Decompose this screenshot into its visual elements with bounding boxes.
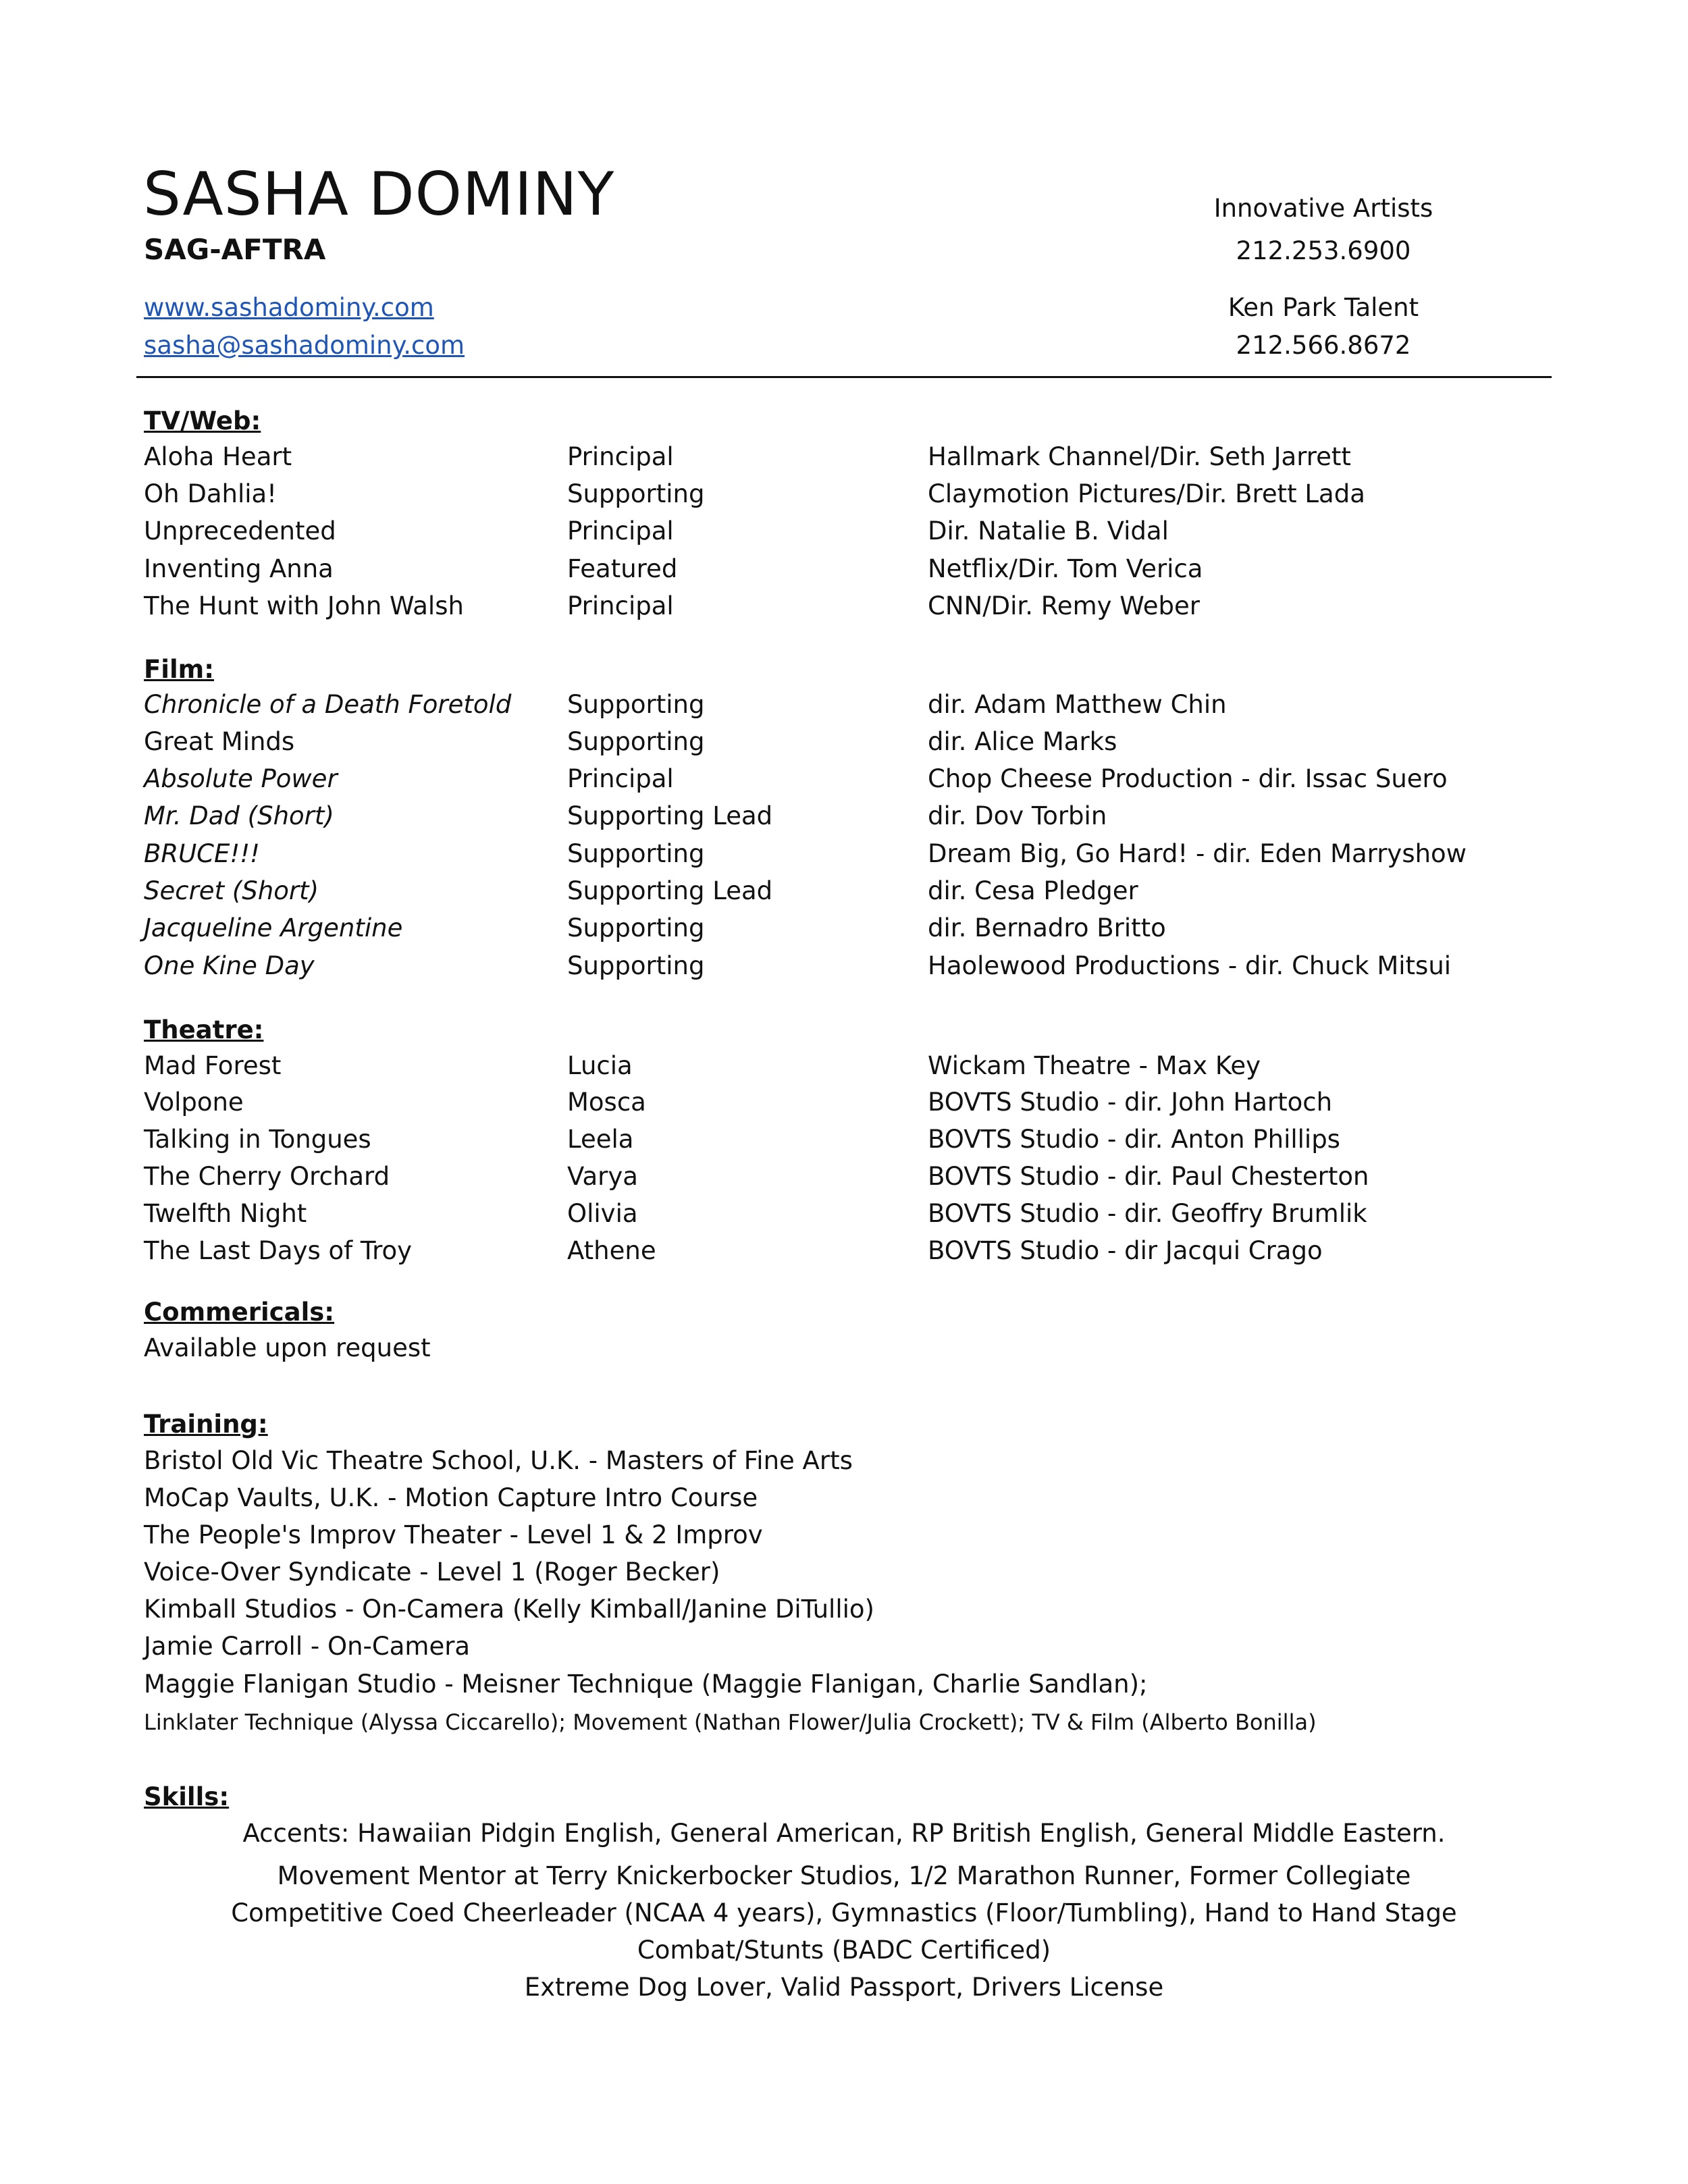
credit-role: Olivia	[567, 1199, 638, 1228]
agent-2-phone: 212.566.8672	[1236, 331, 1411, 360]
credit-company: BOVTS Studio - dir. John Hartoch	[928, 1088, 1333, 1117]
credit-company: dir. Bernadro Britto	[928, 913, 1166, 942]
credit-title: Oh Dahlia!	[144, 479, 278, 508]
credit-title: The Last Days of Troy	[144, 1236, 413, 1265]
table-row	[0, 953, 1688, 987]
training-line: Maggie Flanigan Studio - Meisner Technique (Maggie Flanigan, Charlie Sandlan);	[144, 1670, 1148, 1699]
credit-role: Mosca	[567, 1088, 646, 1117]
credit-role: Supporting	[567, 727, 705, 756]
table-row	[0, 556, 1688, 590]
section-heading-commercials: Commericals:	[144, 1298, 335, 1327]
table-row	[0, 803, 1688, 837]
training-line: Kimball Studios - On-Camera (Kelly Kimball/Janine DiTullio)	[144, 1595, 874, 1624]
credit-title: Mad Forest	[144, 1051, 282, 1080]
credit-title: Absolute Power	[144, 764, 338, 793]
section-heading-tv-web: TV/Web:	[144, 406, 261, 435]
table-row	[0, 1053, 1688, 1087]
table-row	[0, 915, 1688, 949]
credit-company: Netflix/Dir. Tom Verica	[928, 554, 1203, 583]
credit-company: dir. Adam Matthew Chin	[928, 690, 1227, 719]
credit-title: One Kine Day	[144, 951, 315, 980]
credit-title: Great Minds	[144, 727, 295, 756]
credit-role: Supporting Lead	[567, 876, 773, 905]
credit-role: Athene	[567, 1236, 656, 1265]
credit-company: Haolewood Productions - dir. Chuck Mitsui	[928, 951, 1452, 980]
credit-company: BOVTS Studio - dir. Paul Chesterton	[928, 1162, 1369, 1191]
skills-line: Combat/Stunts (BADC Certificed)	[637, 1936, 1051, 1965]
table-row	[0, 1238, 1688, 1272]
credit-role: Supporting	[567, 839, 705, 868]
credit-title: Secret (Short)	[144, 876, 319, 905]
skills-line: Competitive Coed Cheerleader (NCAA 4 years), Gymnastics (Floor/Tumbling), Hand to Hand Stage	[231, 1898, 1457, 1927]
credit-company: BOVTS Studio - dir. Geoffry Brumlik	[928, 1199, 1367, 1228]
section-heading-film: Film:	[144, 655, 214, 684]
agent-1-phone: 212.253.6900	[1236, 236, 1411, 265]
credit-company: BOVTS Studio - dir. Anton Phillips	[928, 1125, 1340, 1154]
table-row	[0, 841, 1688, 875]
skills-line: Movement Mentor at Terry Knickerbocker Studios, 1/2 Marathon Runner, Former Collegiate	[277, 1861, 1411, 1890]
credit-title: Aloha Heart	[144, 442, 292, 471]
actor-name: SASHA DOMINY	[143, 159, 615, 229]
table-row	[0, 766, 1688, 800]
skills-line: Extreme Dog Lover, Valid Passport, Drivers License	[524, 1973, 1164, 2002]
credit-role: Principal	[567, 516, 674, 545]
training-line: The People's Improv Theater - Level 1 & 2 Improv	[144, 1520, 763, 1549]
credit-role: Supporting	[567, 913, 705, 942]
credit-role: Leela	[567, 1125, 634, 1154]
table-row	[0, 692, 1688, 726]
table-row	[0, 1127, 1688, 1161]
credit-company: dir. Alice Marks	[928, 727, 1117, 756]
section-heading-skills: Skills:	[144, 1782, 230, 1811]
table-row	[0, 1201, 1688, 1235]
table-row	[0, 878, 1688, 912]
table-row	[0, 518, 1688, 552]
credit-title: Unprecedented	[144, 516, 336, 545]
credit-company: dir. Dov Torbin	[928, 801, 1107, 830]
credit-title: Mr. Dad (Short)	[144, 801, 334, 830]
credit-company: CNN/Dir. Remy Weber	[928, 591, 1200, 620]
credit-company: Dream Big, Go Hard! - dir. Eden Marryshow	[928, 839, 1467, 868]
table-row	[0, 481, 1688, 515]
skills-line: Accents: Hawaiian Pidgin English, General American, RP British English, General Middle Eastern.	[242, 1819, 1446, 1848]
table-row	[0, 1090, 1688, 1123]
section-heading-theatre: Theatre:	[144, 1015, 264, 1044]
table-row	[0, 593, 1688, 627]
training-line: MoCap Vaults, U.K. - Motion Capture Intro Course	[144, 1483, 758, 1512]
credit-company: Wickam Theatre - Max Key	[928, 1051, 1261, 1080]
credit-company: Dir. Natalie B. Vidal	[928, 516, 1169, 545]
credit-role: Featured	[567, 554, 678, 583]
credit-role: Supporting	[567, 690, 705, 719]
credit-title: Twelfth Night	[144, 1199, 307, 1228]
credit-title: Talking in Tongues	[144, 1125, 371, 1154]
credit-title: The Cherry Orchard	[144, 1162, 390, 1191]
credit-title: Jacqueline Argentine	[144, 913, 403, 942]
union-affiliation: SAG-AFTRA	[144, 233, 326, 266]
credit-company: BOVTS Studio - dir Jacqui Crago	[928, 1236, 1323, 1265]
training-line-small: Linklater Technique (Alyssa Ciccarello); Movement (Nathan Flower/Julia Crockett); TV & Film (Alberto Bonilla)	[144, 1709, 1317, 1735]
credit-company: dir. Cesa Pledger	[928, 876, 1138, 905]
credit-title: BRUCE!!!	[144, 839, 260, 868]
agent-1-name: Innovative Artists	[1213, 194, 1433, 223]
section-heading-training: Training:	[144, 1410, 268, 1439]
credit-role: Supporting Lead	[567, 801, 773, 830]
credit-title: Inventing Anna	[144, 554, 334, 583]
credit-company: Claymotion Pictures/Dir. Brett Lada	[928, 479, 1365, 508]
credit-role: Lucia	[567, 1051, 633, 1080]
commercials-text: Available upon request	[144, 1333, 431, 1362]
credit-role: Principal	[567, 591, 674, 620]
table-row	[0, 444, 1688, 478]
credit-role: Principal	[567, 764, 674, 793]
credit-role: Varya	[567, 1162, 638, 1191]
header-divider	[136, 376, 1552, 378]
agent-2-name: Ken Park Talent	[1228, 293, 1419, 322]
training-line: Jamie Carroll - On-Camera	[144, 1632, 471, 1661]
table-row	[0, 729, 1688, 763]
credit-title: Chronicle of a Death Foretold	[144, 690, 512, 719]
training-line: Voice-Over Syndicate - Level 1 (Roger Becker)	[144, 1557, 720, 1587]
credit-company: Hallmark Channel/Dir. Seth Jarrett	[928, 442, 1351, 471]
credit-company: Chop Cheese Production - dir. Issac Suero	[928, 764, 1448, 793]
credit-title: The Hunt with John Walsh	[144, 591, 464, 620]
credit-role: Supporting	[567, 479, 705, 508]
credit-role: Principal	[567, 442, 674, 471]
email-link[interactable]: sasha@sashadominy.com	[144, 331, 465, 360]
table-row	[0, 1164, 1688, 1198]
credit-title: Volpone	[144, 1088, 244, 1117]
website-link[interactable]: www.sashadominy.com	[144, 293, 434, 322]
training-line: Bristol Old Vic Theatre School, U.K. - Masters of Fine Arts	[144, 1446, 853, 1475]
credit-role: Supporting	[567, 951, 705, 980]
